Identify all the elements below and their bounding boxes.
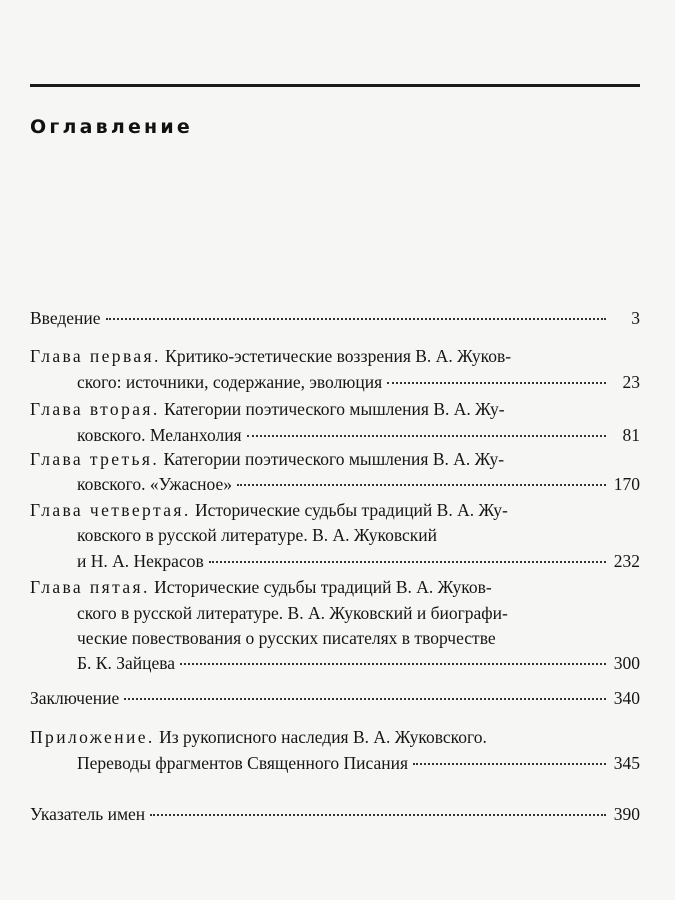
entry-title: Исторические судьбы традиций В. А. Жу-	[194, 500, 508, 520]
entry-title: Указатель имен	[30, 804, 146, 824]
toc-entry-index	[30, 801, 640, 827]
toc-entry-chapter-4-line-2	[77, 522, 640, 548]
chapter-label: Глава вторая.	[30, 399, 160, 419]
page-number: 170	[613, 474, 640, 494]
dot-leader	[124, 698, 606, 700]
toc-entry-appendix	[30, 724, 640, 750]
entry-title: Категории поэтического мышления В. А. Жу-	[164, 399, 505, 419]
toc-entry-chapter-1	[30, 343, 640, 369]
entry-title-cont: ского в русской литературе. В. А. Жуковский и биографи-	[77, 603, 508, 623]
entry-title: Из рукописного наследия В. А. Жуковского.	[159, 727, 487, 747]
toc-entry-chapter-5-cont	[77, 650, 640, 676]
page-number: 300	[613, 653, 640, 673]
toc-entry-chapter-3	[30, 446, 640, 472]
dot-leader	[247, 435, 606, 437]
dot-leader	[413, 763, 606, 765]
toc-entry-chapter-3-cont	[77, 471, 640, 497]
chapter-label: Глава четвертая.	[30, 500, 191, 520]
entry-title: Категории поэтического мышления В. А. Жу-	[163, 449, 505, 469]
dot-leader	[209, 561, 606, 563]
entry-title: Заключение	[30, 688, 120, 708]
toc-entry-appendix-cont	[77, 750, 640, 776]
entry-title: Критико-эстетические воззрения В. А. Жуков-	[165, 346, 512, 366]
page-number: 3	[631, 308, 640, 328]
toc-entry-chapter-2-cont	[77, 422, 640, 448]
page-number: 232	[613, 551, 640, 571]
toc-entry-chapter-1-cont	[77, 369, 640, 395]
entry-title-cont: ковского в русской литературе. В. А. Жуковский	[77, 525, 437, 545]
entry-title: Введение	[30, 308, 101, 328]
toc-heading: Оглавление	[30, 116, 193, 138]
dot-leader	[150, 814, 606, 816]
appendix-label: Приложение.	[30, 727, 155, 747]
top-rule	[30, 84, 640, 87]
dot-leader	[387, 382, 606, 384]
toc-entry-chapter-4-cont	[77, 548, 640, 574]
dot-leader	[180, 663, 606, 665]
toc-entry-chapter-4	[30, 497, 640, 523]
entry-title-cont: ковского. Меланхолия	[77, 425, 242, 445]
chapter-label: Глава третья.	[30, 449, 160, 469]
toc-entry-chapter-2	[30, 396, 640, 422]
toc-entry-chapter-5	[30, 574, 640, 600]
page-number: 345	[613, 753, 640, 773]
entry-title-cont: и Н. А. Некрасов	[77, 551, 204, 571]
page-number: 340	[613, 688, 640, 708]
entry-title-cont: ческие повествования о русских писателях в творчестве	[77, 628, 496, 648]
entry-title-cont: ского: источники, содержание, эволюция	[77, 372, 383, 392]
chapter-label: Глава первая.	[30, 346, 161, 366]
page-number: 81	[622, 425, 640, 445]
toc-entry-intro	[30, 305, 640, 331]
page-number: 390	[613, 804, 640, 824]
entry-title-cont: ковского. «Ужасное»	[77, 474, 232, 494]
page-number: 23	[622, 372, 640, 392]
chapter-label: Глава пятая.	[30, 577, 150, 597]
dot-leader	[237, 484, 606, 486]
dot-leader	[106, 318, 606, 320]
entry-title-cont: Переводы фрагментов Священного Писания	[77, 753, 409, 773]
entry-title: Исторические судьбы традиций В. А. Жуков-	[154, 577, 492, 597]
toc-entry-conclusion	[30, 685, 640, 711]
toc-entry-chapter-5-line-2	[77, 600, 640, 626]
toc-entry-chapter-5-line-3	[77, 625, 640, 651]
entry-title-cont: Б. К. Зайцева	[77, 653, 176, 673]
